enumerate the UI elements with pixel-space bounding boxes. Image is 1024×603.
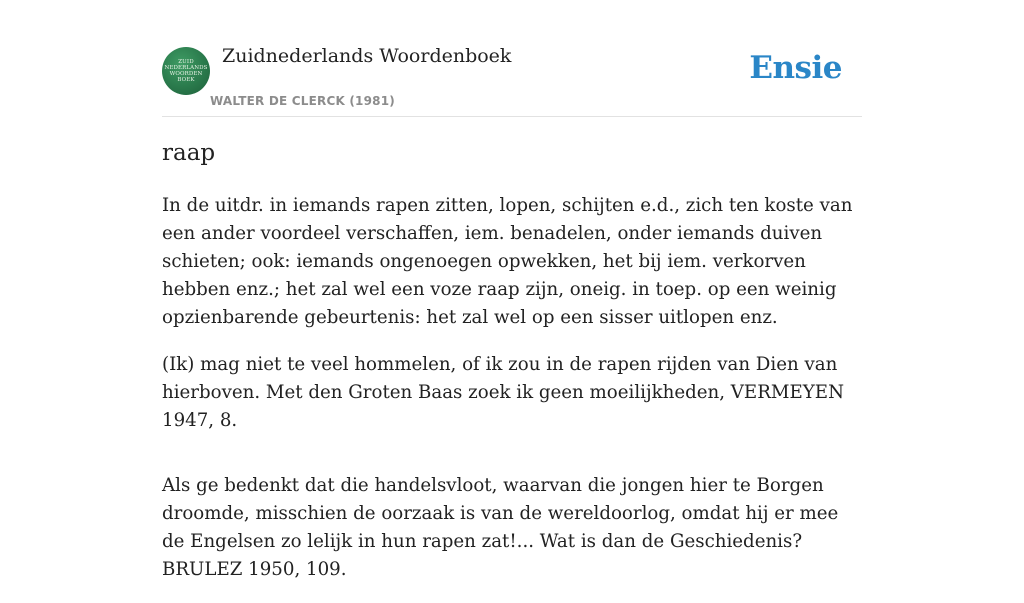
dictionary-author: WALTER DE CLERCK (1981)	[210, 94, 395, 108]
dictionary-logo[interactable]	[162, 47, 210, 95]
quote-paragraph: Als ge bedenkt dat die handelsvloot, waarvan die jongen hier te Borgen droomde, misschien de oorzaak is van de wereldoorlog, omdat hij er mee de Engelsen zo lelijk in hun rapen zat!... Wat is dan de Geschiedenis? BRULEZ 1950, 109.	[162, 475, 839, 580]
entry-headword: raap	[162, 140, 216, 166]
quote-paragraph: (Ik) mag niet te veel hommelen, of ik zou in de rapen rijden van Dien van hierboven. Met den Groten Baas zoek ik geen moeilijkheden, VERMEYEN 1947, 8.	[162, 354, 844, 431]
definition-paragraph: In de uitdr. in iemands rapen zitten, lopen, schijten e.d., zich ten koste van een ander voordeel verschaffen, iem. benadelen, onder iemands duiven schieten; ook: iemands ongenoegen opwekken, het bij iem. verkorven hebben enz.; het zal wel een voze raap zijn, oneig. in toep. op een weinig opzienbarende gebeurtenis: het zal wel op een sisser uitlopen enz.	[162, 195, 853, 328]
header	[162, 0, 862, 117]
entry-body	[162, 192, 862, 603]
page	[162, 0, 862, 580]
logo-text-line: BOEK	[177, 77, 195, 83]
logo-text-line: ZUID	[178, 59, 194, 65]
dictionary-title[interactable]: Zuidnederlands Woordenboek	[222, 45, 512, 67]
logo-text-line: NEDERLANDS	[164, 65, 208, 71]
logo-text-line: WOORDEN	[169, 71, 203, 77]
ensie-logo-link[interactable]: Ensie	[749, 50, 842, 86]
